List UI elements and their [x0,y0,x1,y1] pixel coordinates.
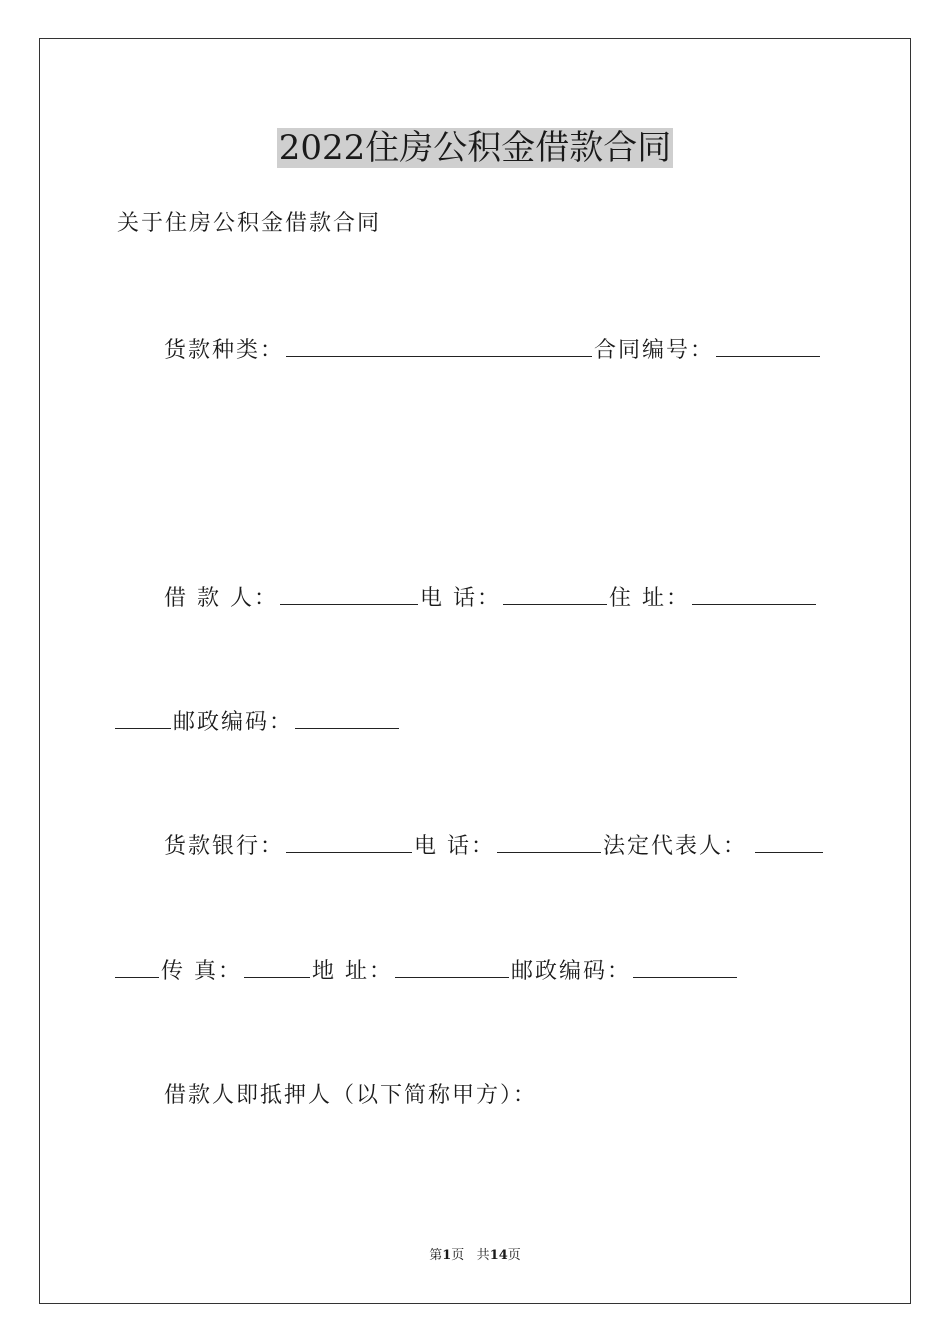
borrower-address-field-cont[interactable] [115,706,171,729]
bank-phone-label: 电 话： [414,834,496,859]
borrower-row [164,582,818,615]
contract-no-label: 合同编号： [594,338,715,363]
legal-rep-label: 法定代表人： [603,834,748,859]
document-title [0,124,950,172]
bank-row [164,830,825,863]
bank-label: 货款银行： [164,834,285,859]
bank-phone-field[interactable] [497,830,601,853]
borrower-address-field[interactable] [692,582,816,605]
contract-no-field[interactable] [716,334,820,357]
loan-type-row [164,334,822,367]
document-subtitle: 关于住房公积金借款合同 [117,211,382,236]
legal-rep-field[interactable] [755,830,823,853]
borrower-phone-field[interactable] [503,582,607,605]
legal-rep-field-cont[interactable] [115,955,159,978]
fax-label: 传 真： [161,959,242,984]
party-a-intro: 借款人即抵押人（以下简称甲方）： [164,1083,538,1108]
page-current: 1 [442,1248,452,1263]
borrower-label: 借 款 人： [164,586,278,611]
borrower-postcode-field[interactable] [295,706,399,729]
bank-postcode-field[interactable] [633,955,737,978]
borrower-postcode-label: 邮政编码： [173,710,294,735]
bank-address-field[interactable] [395,955,509,978]
borrower-phone-label: 电 话： [420,586,501,611]
total-prefix: 共 [476,1248,490,1263]
loan-type-label: 货款种类： [164,338,285,363]
fax-field[interactable] [244,955,310,978]
total-pages: 14 [489,1248,508,1263]
page-suffix: 页 [451,1248,465,1263]
page-footer [0,1246,950,1266]
total-suffix: 页 [507,1248,521,1263]
fax-row [115,955,739,988]
borrower-address-label: 住 址： [609,586,690,611]
bank-postcode-label: 邮政编码： [511,959,632,984]
borrower-field[interactable] [280,582,418,605]
page-prefix: 第 [429,1248,443,1263]
borrower-postcode-row [115,706,401,739]
bank-field[interactable] [286,830,412,853]
document-title-text: 2022住房公积金借款合同 [278,128,672,168]
bank-address-label: 地 址： [312,959,393,984]
loan-type-field[interactable] [286,334,592,357]
